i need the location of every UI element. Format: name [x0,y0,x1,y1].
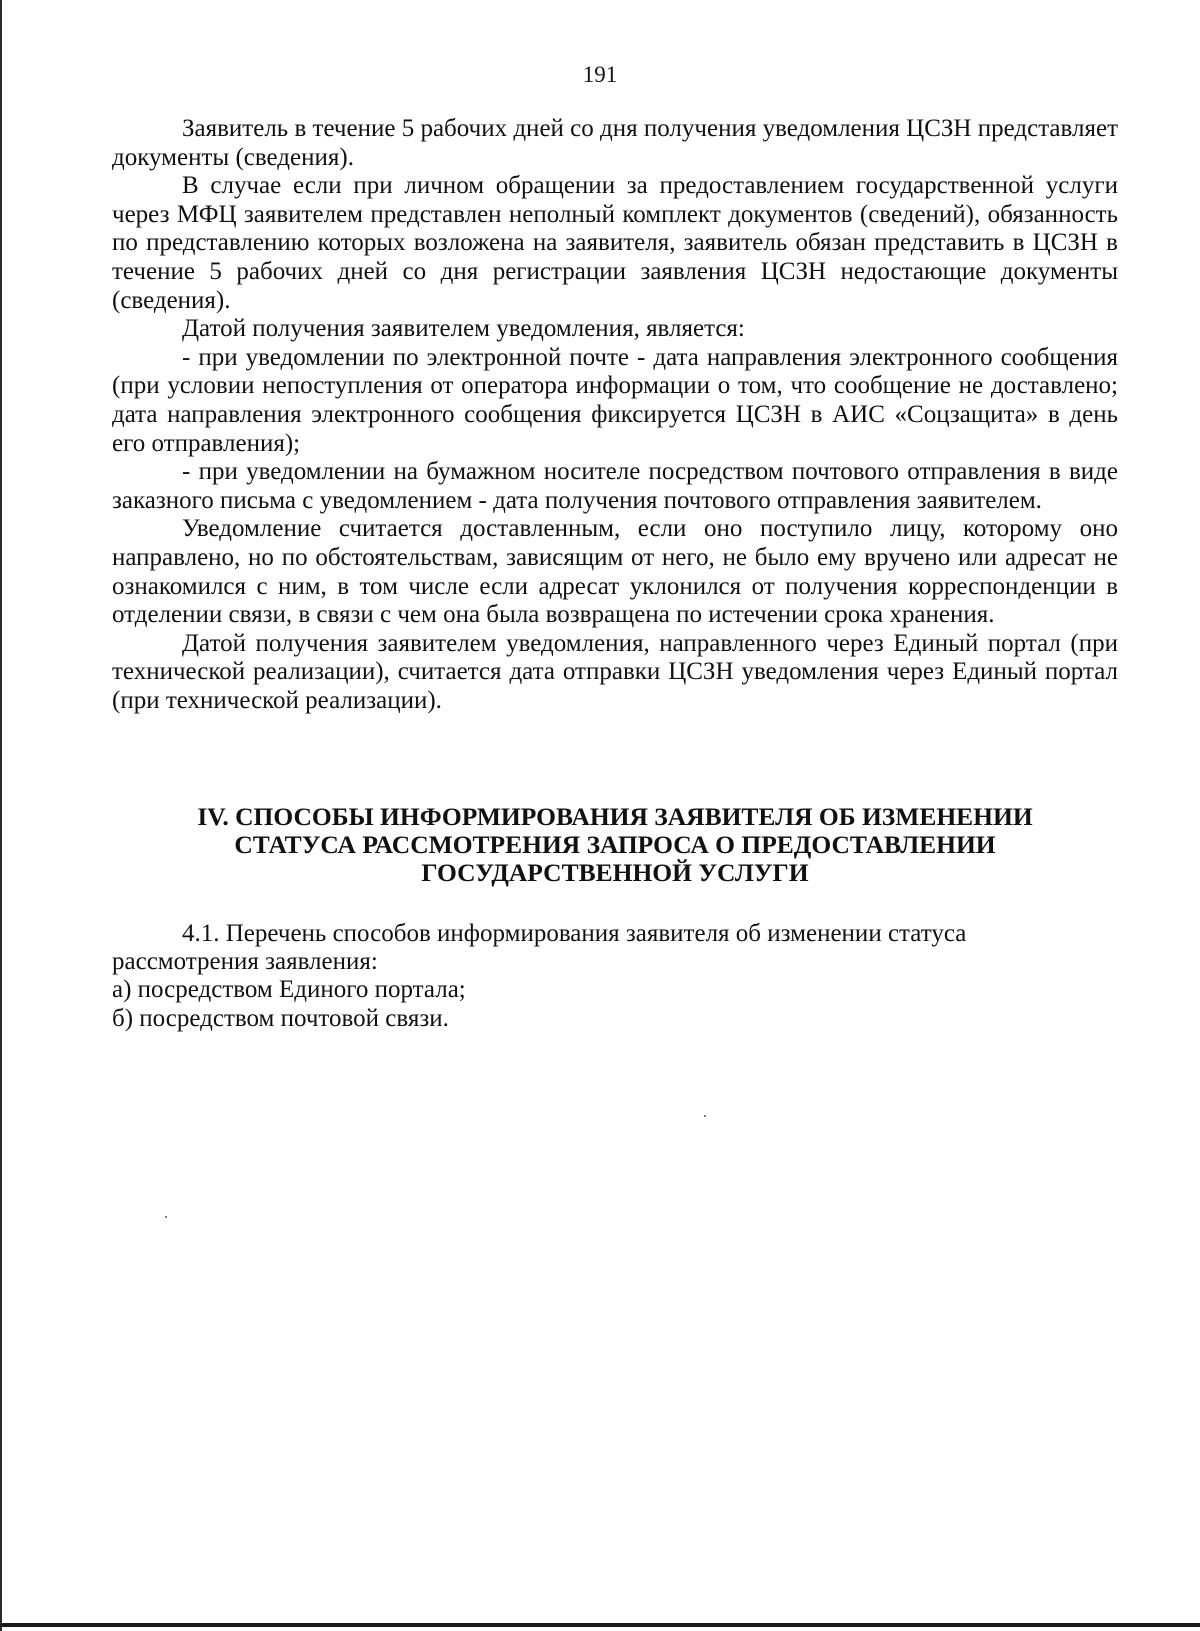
page-bottom-edge [0,1623,1200,1627]
paragraph-portal-notification: Датой получения заявителем уведомления, направленного через Единый портал (при технической реализации), считается дата отправки ЦСЗН уведомления через Единый портал (при технической реализации). [112,629,1118,714]
paragraph-paper-notification: - при уведомлении на бумажном носителе посредством почтового отправления в виде заказного письма с уведомлением - дата получения почтового отправления заявителем. [112,458,1118,514]
list-item-a: а) посредством Единого портала; [112,976,466,1004]
page-number: 191 [582,62,618,87]
paragraph-incomplete-documents: В случае если при личном обращении за предоставлением государственной услуги через МФЦ заявителем представлен неполный комплект документов (сведений), обязанность по представлению которых возложена на заявителя, заявитель обязан представить в ЦСЗН в течение 5 рабочих дней со дня регистрации заявления ЦСЗН недостающие документы (сведения). [112,172,1118,314]
section-heading-line-2: СТАТУСА РАССМОТРЕНИЯ ЗАПРОСА О ПРЕДОСТАВЛЕНИИ [234,830,996,859]
paragraph-applicant-deadline: Заявитель в течение 5 рабочих дней со дня получения уведомления ЦСЗН представляет документы (сведения). [112,115,1118,171]
paragraph-delivered-notification: Уведомление считается доставленным, если оно поступило лицу, которому оно направлено, но по обстоятельствам, зависящим от него, не было ему вручено или адресат не ознакомился с ним, в том числе если адресат уклонился от получения корреспонденции в отделении связи, в связи с чем она была возвращена по истечении срока хранения. [112,515,1118,629]
list-item-b: б) посредством почтовой связи. [112,1004,449,1032]
paragraph-receipt-date-intro: Датой получения заявителем уведомления, является: [182,315,745,343]
scan-speck [704,1115,706,1117]
section-intro: 4.1. Перечень способов информирования заявителя об изменении статуса рассмотрения заявления: [112,920,967,976]
section-heading [112,803,1118,887]
paragraph-email-notification: - при уведомлении по электронной почте - дата направления электронного сообщения (при условии непоступления от оператора информации о том, что сообщение не доставлено; дата направления электронного сообщения фиксируется ЦСЗН в АИС «Соцзащита» в день его отправления); [112,343,1118,457]
section-heading-line-1: IV. СПОСОБЫ ИНФОРМИРОВАНИЯ ЗАЯВИТЕЛЯ ОБ ИЗМЕНЕНИИ [197,802,1033,831]
section-heading-line-3: ГОСУДАРСТВЕННОЙ УСЛУГИ [421,858,809,887]
page-left-edge [0,0,2,1631]
scan-speck [165,1216,167,1218]
section-text [112,920,1118,1033]
body-text [112,115,1118,715]
